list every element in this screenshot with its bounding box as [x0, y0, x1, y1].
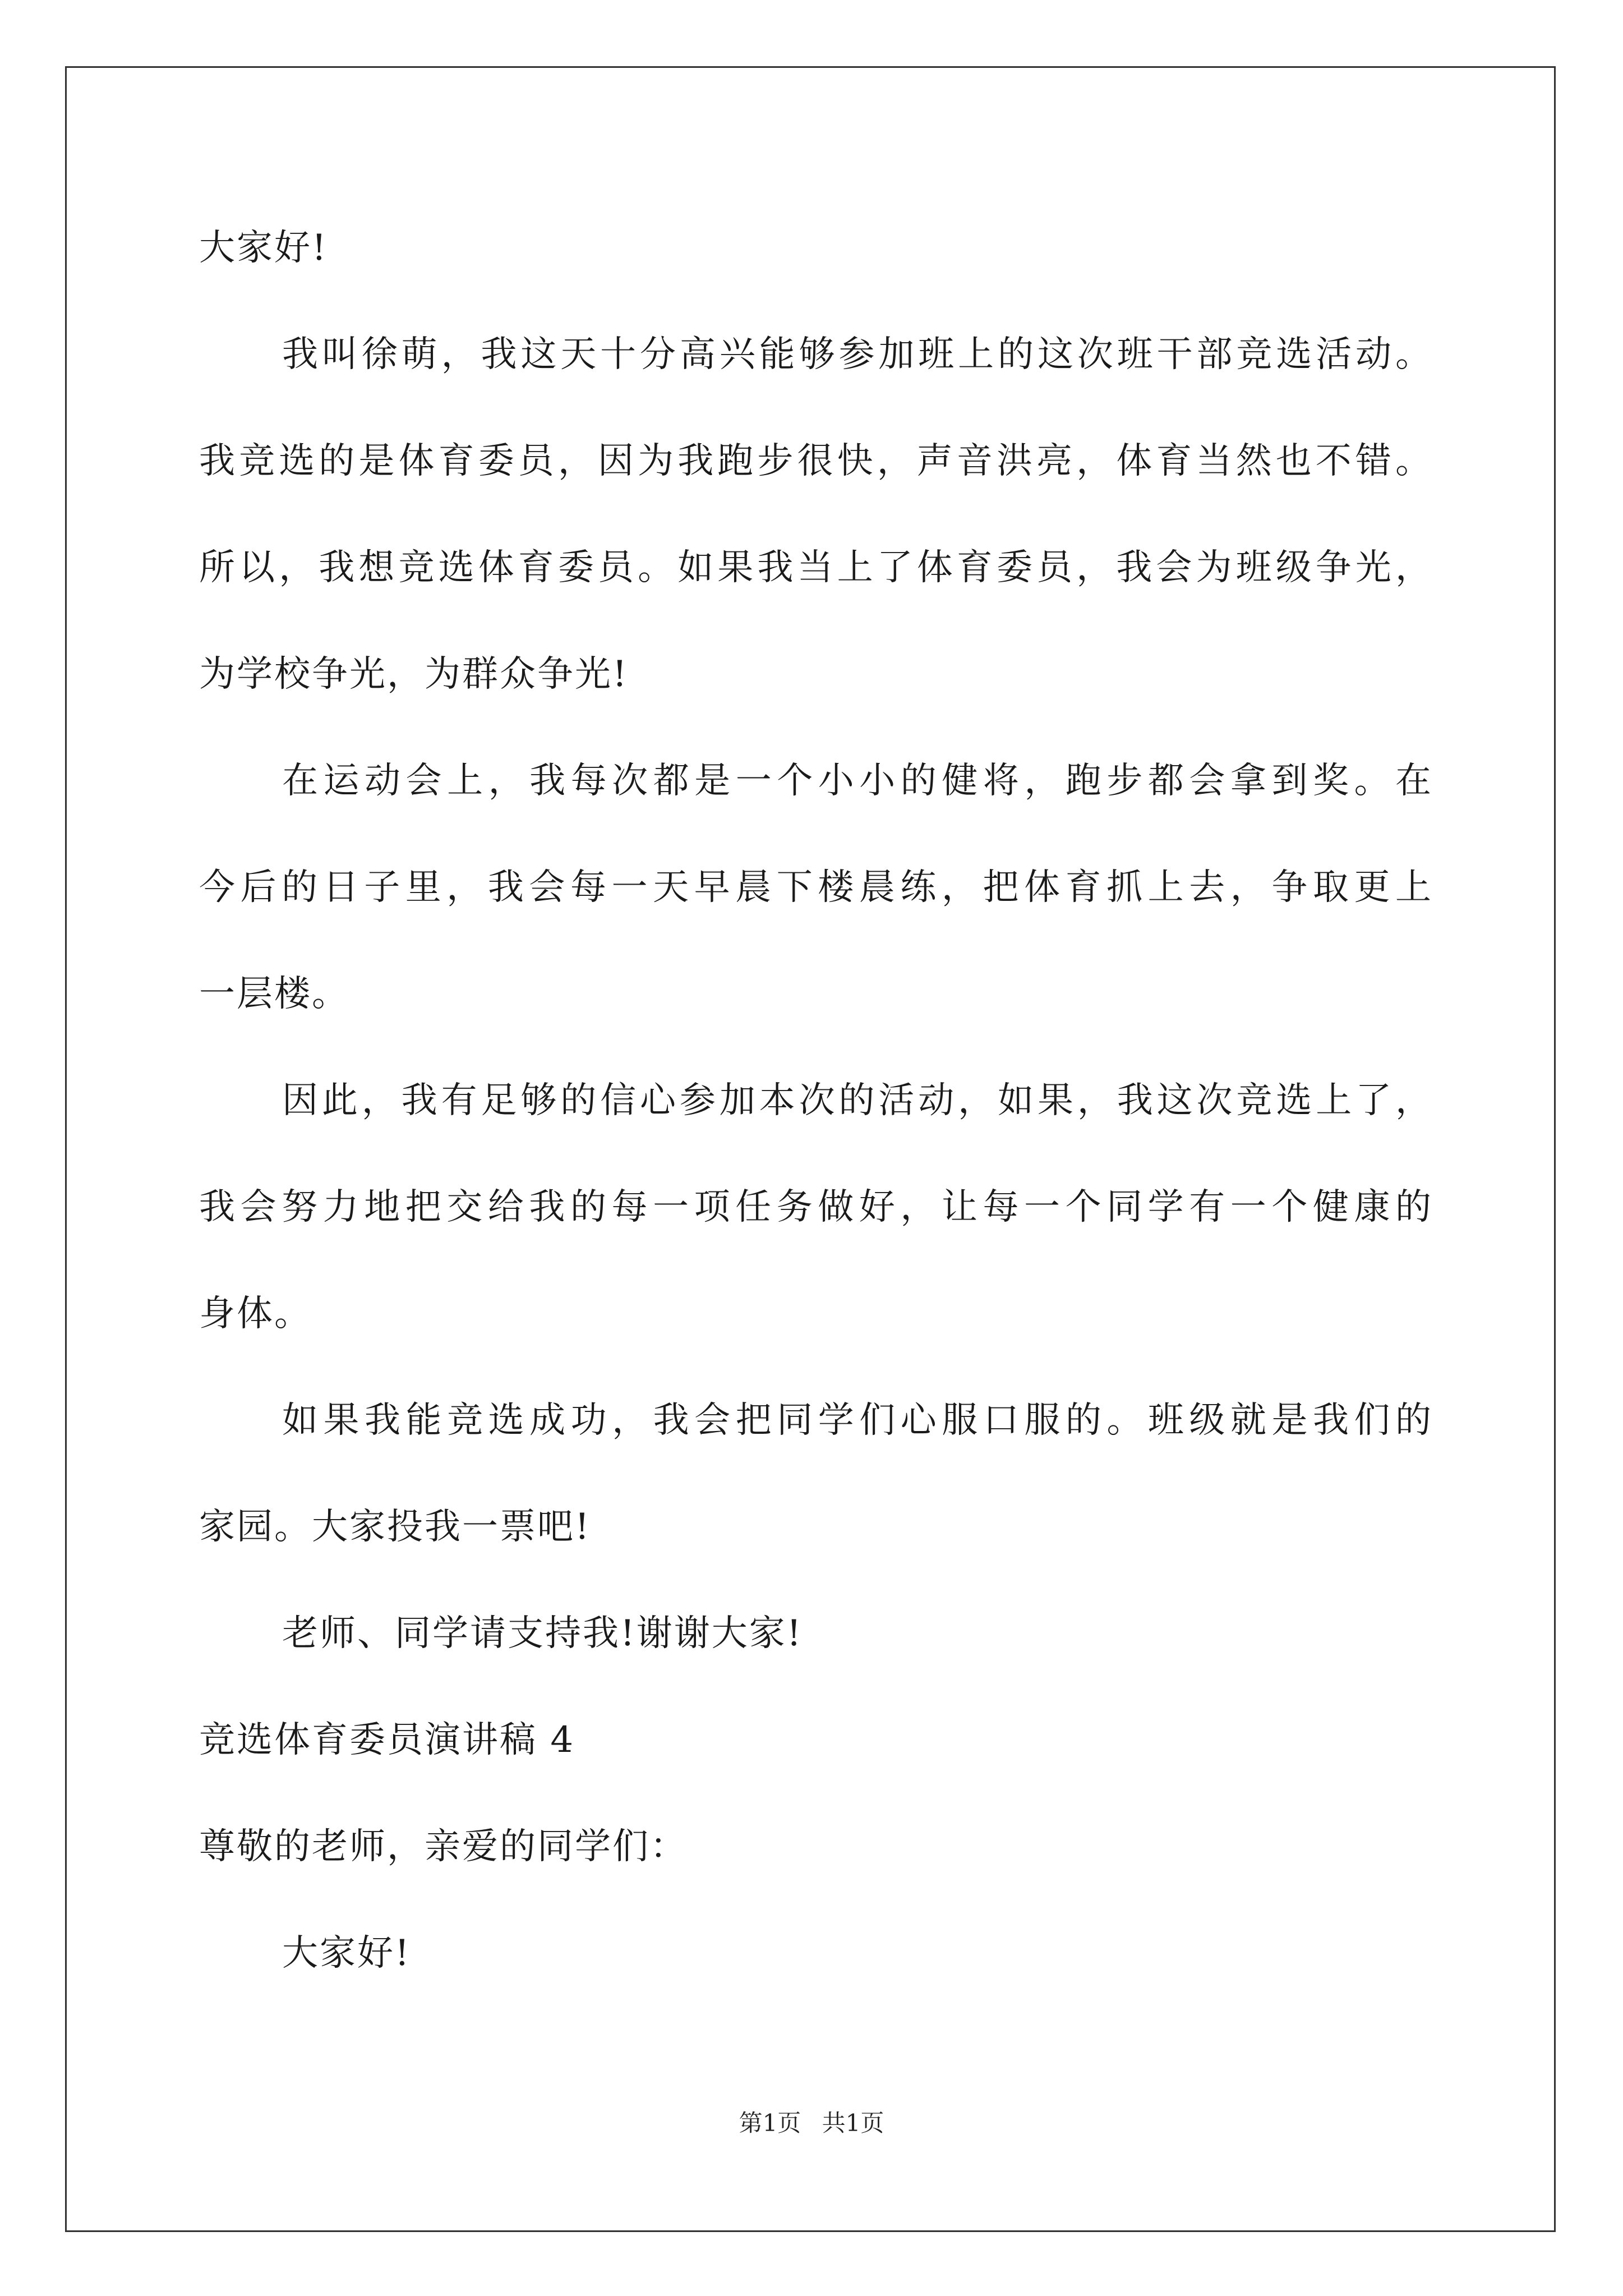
text-line: 一层楼。 — [199, 973, 349, 1015]
text-line: 为学校争光，为群众争光! — [199, 654, 629, 695]
text-line: 我会努力地把交给我的每一项任务做好，让每一个同学有一个健康的 — [199, 1186, 1433, 1228]
text-line: 我竞选的是体育委员，因为我跑步很快，声音洪亮，体育当然也不错。 — [199, 440, 1433, 482]
text-line: 大家好! — [199, 227, 328, 269]
text-line: 在运动会上，我每次都是一个小小的健将，跑步都会拿到奖。在 — [282, 760, 1433, 802]
page-total: 共1页 — [822, 2109, 884, 2137]
text-line: 身体。 — [199, 1293, 312, 1335]
page-footer — [0, 2109, 1623, 2137]
text-line: 所以，我想竞选体育委员。如果我当上了体育委员，我会为班级争光， — [199, 547, 1433, 588]
text-line: 今后的日子里，我会每一天早晨下楼晨练，把体育抓上去，争取更上 — [199, 867, 1433, 908]
page-border — [65, 66, 1556, 2232]
page-number: 第1页 — [739, 2109, 801, 2137]
section-heading: 竞选体育委员演讲稿 4 — [199, 1719, 575, 1761]
text-line: 我叫徐萌，我这天十分高兴能够参加班上的这次班干部竞选活动。 — [282, 334, 1433, 375]
text-line: 老师、同学请支持我!谢谢大家! — [282, 1613, 803, 1654]
salutation: 尊敬的老师，亲爱的同学们： — [199, 1826, 688, 1867]
text-line: 大家好! — [282, 1932, 411, 1974]
text-line: 家园。大家投我一票吧! — [199, 1506, 591, 1548]
text-line: 如果我能竞选成功，我会把同学们心服口服的。班级就是我们的 — [282, 1400, 1433, 1441]
text-line: 因此，我有足够的信心参加本次的活动，如果，我这次竞选上了， — [282, 1080, 1433, 1121]
